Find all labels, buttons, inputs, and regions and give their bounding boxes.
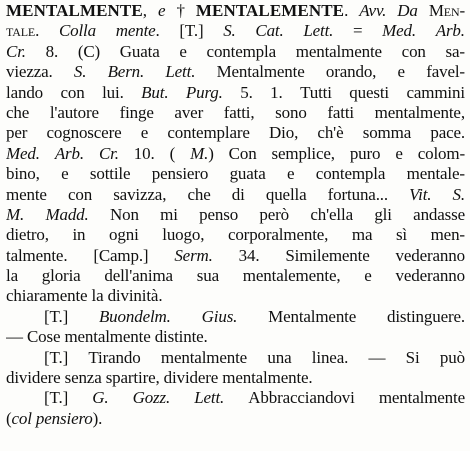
text: mente [6, 184, 47, 204]
text: che [6, 102, 30, 122]
dictionary-entry-mentalmente [6, 1, 465, 429]
text: mentalmente [378, 388, 465, 408]
italic-text: G. [92, 388, 109, 408]
text: e [395, 143, 403, 163]
text: può [439, 347, 465, 367]
entry-line [6, 103, 465, 123]
text: in [72, 225, 86, 245]
italic-text: Serm. [174, 245, 213, 265]
text: quella [265, 184, 307, 204]
entry-line [6, 205, 465, 225]
text: cognoscere [46, 123, 122, 143]
entry-line [6, 225, 465, 245]
entry-line [6, 123, 465, 143]
word-group [6, 21, 39, 41]
text: 10. [133, 143, 155, 163]
text: (C) [77, 41, 101, 61]
text: , [142, 1, 147, 20]
italic-text: mente [115, 21, 156, 41]
text: 1. [270, 82, 283, 102]
entry-line [6, 307, 465, 327]
text: . [344, 1, 349, 20]
text: orando, [325, 62, 377, 82]
italic-text: Med. [382, 21, 416, 41]
italic-text: But. [141, 82, 169, 102]
entry-line [6, 83, 465, 103]
text: Si [405, 347, 420, 367]
text: ch'ella [310, 204, 353, 224]
italic-text: Madd. [45, 204, 89, 224]
text: lui. [102, 82, 124, 102]
text: Con [228, 143, 257, 163]
text: guata [229, 164, 266, 184]
italic-text: Da [397, 1, 418, 20]
text: mentalmente [160, 347, 248, 367]
text: [T.] [179, 21, 204, 41]
text: con [401, 41, 426, 61]
text: sono [275, 102, 307, 122]
word-group [196, 1, 348, 21]
text: dietro, [6, 225, 49, 245]
text: [T.] [44, 347, 69, 367]
italic-text: Vit. [409, 184, 432, 204]
text: ). [92, 408, 103, 428]
text: somma [362, 123, 412, 143]
text: l'autore [49, 102, 99, 122]
entry-line [6, 185, 465, 205]
text: ( [6, 408, 12, 428]
text: questi [349, 82, 389, 102]
text: cammini [406, 82, 465, 102]
text: chiaramente la divinità. [6, 286, 163, 306]
italic-text: Gozz. [132, 388, 171, 408]
text: e [364, 266, 372, 286]
word-group [6, 1, 147, 21]
text: e [61, 164, 69, 184]
headword: MENTALMENTE [6, 1, 143, 20]
text: fortuna... [327, 184, 388, 204]
word-group [116, 21, 160, 41]
entry-line [6, 42, 465, 62]
text: mentale- [406, 164, 465, 184]
entry-line [6, 1, 465, 21]
text: e [179, 41, 187, 61]
text: con [67, 184, 93, 204]
text: contemplare [167, 123, 250, 143]
entry-line [6, 286, 465, 306]
italic-text: S. [73, 62, 87, 82]
entry-line [6, 327, 465, 347]
text: favel- [426, 62, 465, 82]
text: pace. [430, 123, 465, 143]
text: men- [430, 225, 465, 245]
text: e [140, 123, 149, 143]
text: puro [349, 143, 381, 163]
text: e [397, 62, 405, 82]
entry-line [6, 368, 465, 388]
word-group [190, 144, 214, 164]
text: † [176, 1, 185, 20]
text: Tutti [300, 82, 332, 102]
text: finge [119, 102, 154, 122]
text: ch'è [317, 123, 344, 143]
text: sottile [89, 164, 131, 184]
text: Non [109, 204, 139, 224]
text: sa- [445, 41, 465, 61]
text: lando [6, 82, 44, 102]
text: — [368, 347, 386, 367]
text: Dio, [269, 123, 299, 143]
italic-text: Bern. [107, 62, 145, 82]
text: Tirando [88, 347, 141, 367]
entry-line [6, 348, 465, 368]
text: aver [174, 102, 204, 122]
text: mentalmente, [374, 102, 465, 122]
italic-text: Avv. [359, 1, 387, 20]
text: 8. [45, 41, 59, 61]
text: [T.] [44, 388, 69, 408]
italic-text: Lett. [303, 21, 334, 41]
italic-text: Lett. [165, 62, 196, 82]
text: mentalemente, [242, 266, 341, 286]
text: dell'anima [104, 266, 173, 286]
text: che [187, 184, 211, 204]
italic-text: Lett. [194, 388, 225, 408]
text: fatti, [223, 102, 255, 122]
entry-line [6, 164, 465, 184]
entry-line [6, 409, 465, 429]
italic-text: Cr. [98, 143, 119, 163]
italic-text: Buondelm. [98, 306, 171, 326]
text: luogo, [162, 225, 205, 245]
text: dividere senza spartire, dividere mentalmente. [6, 368, 313, 388]
italic-text: Gius. [201, 306, 238, 326]
text: Mentalmente [268, 306, 357, 326]
text: savizza, [113, 184, 167, 204]
entry-line [6, 144, 465, 164]
italic-text: M. [6, 204, 25, 224]
text: gloria [41, 266, 81, 286]
italic-text: Arb. [54, 143, 84, 163]
italic-text: Cat. [255, 21, 284, 41]
italic-text: Med. [6, 143, 40, 163]
text: ( [169, 143, 176, 163]
text: contempla [315, 164, 386, 184]
text: 5. [240, 82, 253, 102]
text: [T.] [44, 306, 69, 326]
text: distinguere. [387, 306, 465, 326]
text: Mentalmente [216, 62, 305, 82]
text: mentalmente [295, 41, 382, 61]
text: 34. [238, 245, 260, 265]
text: ) [208, 143, 214, 163]
text: = [352, 21, 363, 41]
text: penso [199, 204, 239, 224]
entry-line [6, 62, 465, 82]
italic-text: Colla [58, 21, 96, 41]
text: contempla [206, 41, 277, 61]
italic-text: M. [190, 143, 209, 163]
text: viezza. [6, 62, 53, 82]
text: talmente. [6, 245, 68, 265]
text: corporalmente, [227, 225, 329, 245]
text: . [35, 21, 40, 41]
text: — Cose mentalmente distinte. [6, 327, 208, 347]
text: ogni [109, 225, 139, 245]
italic-text: Cr. [6, 41, 26, 61]
text: e [287, 164, 295, 184]
small-caps-text: tale [6, 21, 36, 41]
italic-text: Purg. [185, 82, 223, 102]
text: Similemente [285, 245, 370, 265]
text: con [60, 82, 85, 102]
text: colom- [417, 143, 465, 163]
small-caps-text: Men- [428, 1, 465, 20]
italic-text: e [157, 1, 166, 20]
entry-line [6, 246, 465, 266]
text: vederanno [395, 266, 465, 286]
italic-text: col pensiero [11, 408, 93, 428]
text: una [267, 347, 292, 367]
text: sì [395, 225, 407, 245]
italic-text: S. [452, 184, 465, 204]
text: Abbracciandovi [248, 388, 355, 408]
text: però [259, 204, 290, 224]
text: linea. [311, 347, 349, 367]
entry-line [6, 21, 465, 41]
text: Guata [119, 41, 160, 61]
text: mi [160, 204, 178, 224]
text: pensiero [151, 164, 209, 184]
italic-text: S. [223, 21, 236, 41]
text: semplice, [271, 143, 335, 163]
text: fatti [327, 102, 354, 122]
text: bino, [6, 164, 40, 184]
text: gli [374, 204, 392, 224]
text: . [155, 21, 160, 41]
text: per [6, 123, 28, 143]
text: di [231, 184, 245, 204]
text: vederanno [395, 245, 465, 265]
text: ma [351, 225, 373, 245]
text: andasse [413, 204, 465, 224]
headword: MENTALEMENTE [195, 1, 345, 20]
entry-line [6, 388, 465, 408]
entry-line [6, 266, 465, 286]
text: [Camp.] [93, 245, 149, 265]
text: sua [196, 266, 219, 286]
text: la [6, 266, 18, 286]
italic-text: Arb. [435, 21, 465, 41]
